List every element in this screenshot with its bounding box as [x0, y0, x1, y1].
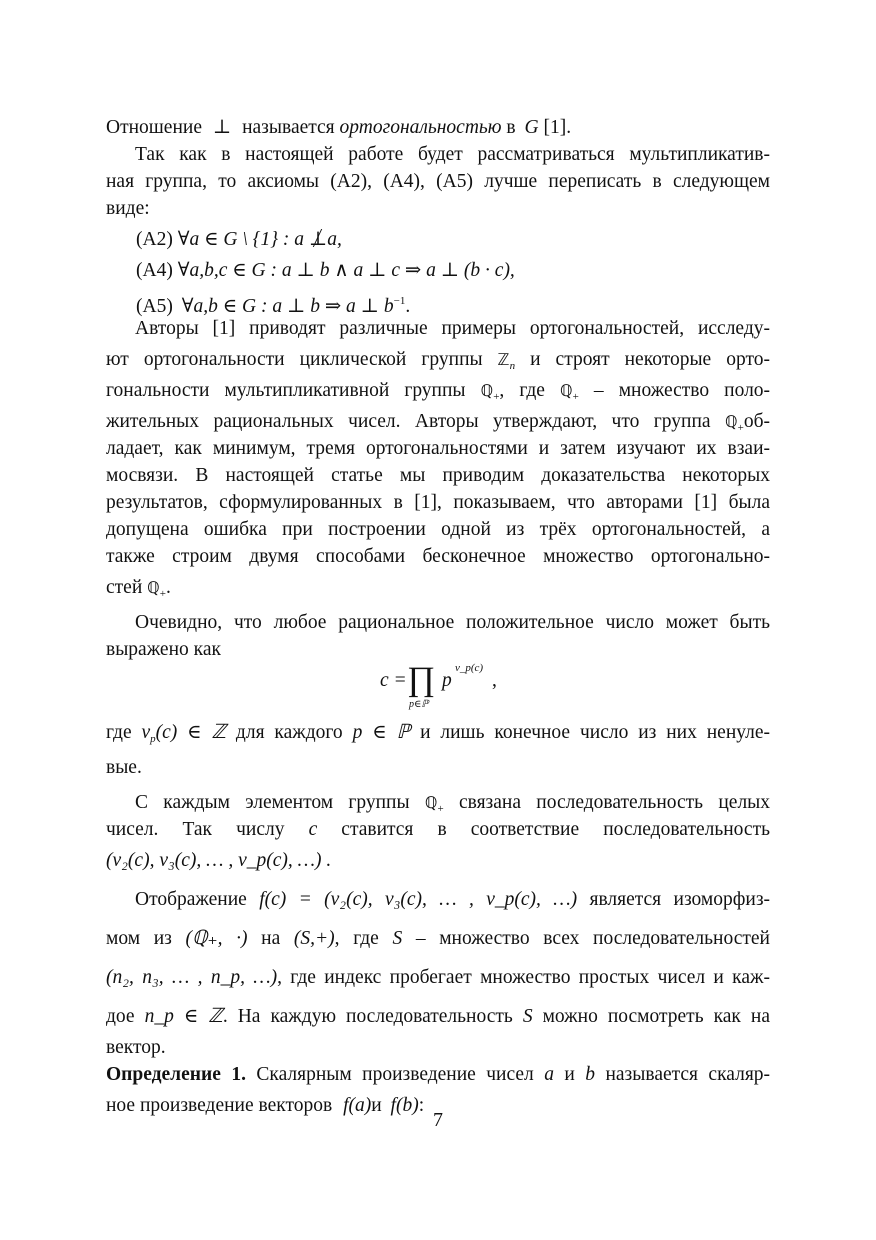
paragraph-line	[106, 886, 770, 913]
subscript: +	[572, 391, 579, 403]
rationals-symbol: ℚ	[725, 412, 738, 431]
rationals-symbol: ℚ	[560, 381, 573, 400]
paragraph-line	[106, 925, 770, 952]
nu-arg: (c) ∈ ℤ	[155, 722, 227, 743]
axiom-formula: ∀a,b ∈ G : a ⊥ b ⇒ a ⊥ b	[181, 296, 394, 317]
definition-line	[106, 1061, 770, 1088]
text: можно посмотреть как на	[542, 1006, 771, 1027]
subscript: +	[159, 588, 166, 600]
text: :	[418, 1095, 425, 1116]
axiom-a2	[106, 226, 770, 253]
paragraph-line: Очевидно, что любое рациональное положительное число может быть	[135, 612, 770, 633]
text: , где	[499, 380, 545, 401]
text: где	[106, 722, 132, 743]
text: стей	[106, 577, 143, 598]
product-exponent: ν_p(c)	[455, 662, 484, 674]
text: и строят некоторые орто-	[530, 349, 770, 370]
text: Отношение	[106, 117, 202, 138]
paragraph-line	[106, 574, 770, 601]
definition-title: Определение 1.	[106, 1064, 246, 1085]
text: гональности мультипликативной группы	[106, 380, 466, 401]
text: в	[506, 117, 516, 138]
paragraph-line: допущена ошибка при построении одной из трёх ортогональностей, а	[106, 519, 770, 540]
text: связана последовательность целых	[458, 792, 771, 813]
text: об-	[743, 411, 771, 432]
paragraph-line: вектор.	[106, 1037, 166, 1058]
text: является изоморфиз-	[589, 889, 771, 910]
paragraph-line	[106, 1003, 770, 1030]
text: чисел. Так числу	[106, 819, 285, 840]
text: ставится в соответствие последовательность	[341, 819, 770, 840]
nu-symbol: ν	[141, 722, 151, 743]
paragraph-line	[106, 719, 770, 746]
text: и	[371, 1095, 382, 1116]
text: ное произведение векторов	[106, 1095, 333, 1116]
rationals-symbol: ℚ	[480, 381, 494, 400]
sequence-formula: (ν₂(c), ν₃(c), … , ν_p(c), …) .	[106, 850, 332, 871]
axiom-label: (A4)	[136, 260, 173, 281]
mapping-formula: f(c) = (ν₂(c), ν₃(c), … , ν_p(c), …)	[259, 889, 578, 910]
integers-symbol: ℤ	[497, 350, 510, 369]
text: называется скаляр-	[605, 1064, 771, 1085]
text: , где индекс пробегает множество простых чисел и каж-	[277, 967, 770, 988]
codomain: (S,+)	[293, 928, 335, 949]
orthogonality-definition-line	[106, 114, 770, 141]
page-body	[106, 114, 770, 1119]
comma: ,	[492, 670, 497, 691]
text: Скалярным произведение чисел	[256, 1064, 534, 1085]
text: С каждым элементом группы	[135, 792, 410, 813]
text: и	[564, 1064, 575, 1085]
axiom-formula: ∀a ∈ G \ {1} : a	[177, 229, 304, 250]
subscript: +	[437, 803, 444, 815]
product-index: p∈ℙ	[409, 699, 429, 710]
paragraph-line	[106, 964, 770, 991]
paragraph-line	[106, 408, 770, 435]
paragraph-line	[106, 377, 770, 404]
subscript: +	[493, 391, 500, 403]
formula-lhs: c =	[380, 670, 407, 691]
vector-fb: f(b)	[390, 1095, 419, 1116]
not-perp-symbol: ⊥	[309, 226, 327, 253]
product-formula	[106, 663, 770, 715]
text: . На каждую последовательность	[222, 1006, 513, 1027]
text: на	[261, 928, 281, 949]
axiom-formula: .	[405, 296, 411, 317]
paragraph-line	[106, 346, 770, 373]
perp-symbol: ⊥	[212, 117, 232, 138]
text: – множество поло-	[593, 380, 771, 401]
paragraph-line: результатов, сформулированных в [1], показываем, что авторами [1] была	[106, 492, 770, 513]
axiom-formula: ∀a,b,c ∈ G : a ⊥ b ∧ a ⊥ c ⇒ a ⊥ (b · c),	[177, 260, 515, 281]
text: называется	[242, 117, 335, 138]
variable: b	[585, 1064, 596, 1085]
rationals-symbol: ℚ	[147, 578, 160, 597]
paragraph-line	[106, 789, 770, 816]
paragraph-line: ная группа, то аксиомы (A2), (A4), (A5) лучше переписать в следующем	[106, 171, 770, 192]
text: .	[165, 577, 171, 598]
term-orthogonality: ортогональностью	[339, 117, 502, 138]
text: жительных рациональных чисел. Авторы утверждают, что группа	[106, 411, 711, 432]
text: ют ортогональности циклической группы	[106, 349, 483, 370]
paragraph-line: выражено как	[106, 639, 221, 660]
axiom-label: (A5)	[136, 296, 173, 317]
group-symbol: G	[524, 117, 539, 138]
text: – множество всех последовательностей	[415, 928, 770, 949]
paragraph-line: также строим двумя способами бесконечное множество ортогонально-	[106, 546, 770, 567]
prime-membership: p ∈ ℙ	[352, 722, 411, 743]
text: , где	[334, 928, 379, 949]
np-membership: n_p ∈ ℤ	[144, 1006, 223, 1027]
axiom-a4	[106, 257, 770, 284]
domain: (ℚ₊, ·)	[185, 928, 248, 949]
page-number: 7	[433, 1109, 443, 1131]
product-base: p	[442, 670, 452, 691]
axiom-formula: a,	[327, 229, 342, 250]
paragraph-line: виде:	[106, 198, 150, 219]
paragraph-line	[106, 816, 770, 843]
variable: S	[522, 1006, 533, 1027]
product-symbol: ∏	[407, 661, 435, 698]
text: мом из	[106, 928, 172, 949]
sequence: (n₂, n₃, … , n_p, …)	[106, 967, 278, 988]
variable: c	[308, 819, 318, 840]
variable: S	[392, 928, 403, 949]
paragraph-line: ладает, как минимум, тремя ортогональностями и затем изучают их взаи-	[106, 438, 770, 459]
subscript: +	[737, 422, 744, 434]
variable: a	[544, 1064, 554, 1085]
paragraph-line: мосвязи. В настоящей статье мы приводим доказательства некоторых	[106, 465, 770, 486]
text: и лишь конечное число из них ненуле-	[420, 722, 771, 743]
subscript: p	[150, 733, 156, 745]
rationals-symbol: ℚ	[424, 793, 438, 812]
subscript: n	[509, 360, 516, 372]
text: дое	[106, 1006, 135, 1027]
paragraph-line: вые.	[106, 757, 142, 778]
vector-fa: f(a)	[343, 1095, 372, 1116]
axiom-label: (A2)	[136, 229, 173, 250]
citation: [1].	[543, 117, 572, 138]
exponent: −1	[393, 295, 406, 307]
axiom-a5	[106, 288, 770, 315]
paragraph-line: Авторы [1] приводят различные примеры ортогональностей, исследу-	[135, 318, 770, 339]
text: Отображение	[135, 889, 247, 910]
paragraph-line: Так как в настоящей работе будет рассматриваться мультипликатив-	[135, 144, 770, 165]
text: для каждого	[235, 722, 343, 743]
